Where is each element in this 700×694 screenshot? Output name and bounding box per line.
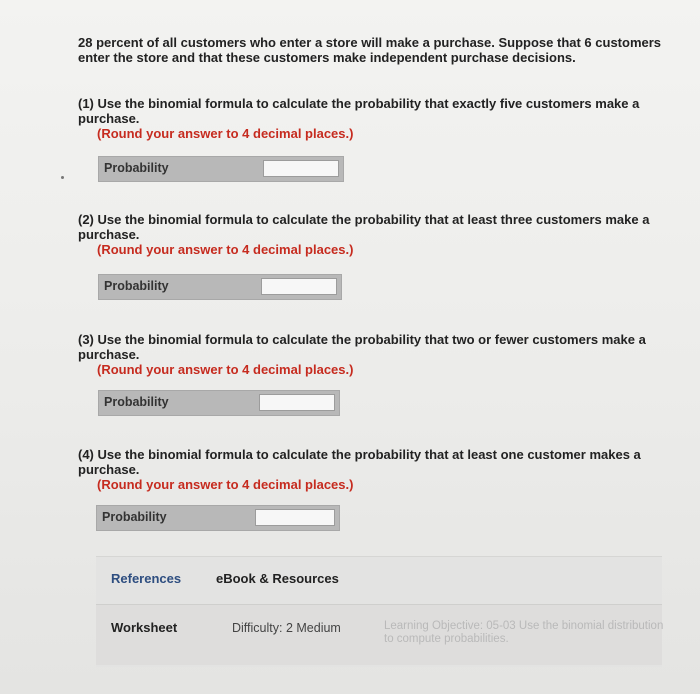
bullet-dot	[61, 176, 64, 179]
question-number: (1)	[78, 96, 94, 111]
probability-label: Probability	[104, 161, 169, 175]
references-tab[interactable]: References	[111, 571, 182, 586]
answer-row-3	[98, 390, 340, 416]
question-number: (2)	[78, 212, 94, 227]
question-1	[78, 96, 678, 141]
rounding-note: (Round your answer to 4 decimal places.)	[97, 362, 354, 377]
rounding-note: (Round your answer to 4 decimal places.)	[97, 126, 354, 141]
learning-objective: Learning Objective: 05-03 Use the binomial distribution to compute probabilities.	[384, 620, 664, 645]
worksheet-label: Worksheet	[111, 620, 178, 635]
question-4	[78, 447, 678, 492]
question-3	[78, 332, 678, 377]
probability-input-4[interactable]	[255, 509, 335, 526]
probability-input-2[interactable]	[261, 278, 337, 295]
question-text: Use the binomial formula to calculate the probability that at least one customer makes a purchase.	[78, 447, 641, 477]
answer-row-1	[98, 156, 344, 182]
answer-row-2	[98, 274, 342, 300]
answer-row-4	[96, 505, 340, 531]
ebook-resources-tab[interactable]: eBook & Resources	[216, 571, 339, 586]
question-2	[78, 212, 678, 257]
question-text: Use the binomial formula to calculate the probability that at least three customers make a purchase.	[78, 212, 650, 242]
probability-input-1[interactable]	[263, 160, 339, 177]
probability-label: Probability	[104, 279, 169, 293]
difficulty-label: Difficulty: 2 Medium	[232, 621, 341, 635]
question-text: Use the binomial formula to calculate the probability that two or fewer customers make a purchase.	[78, 332, 646, 362]
rounding-note: (Round your answer to 4 decimal places.)	[97, 242, 354, 257]
question-text: Use the binomial formula to calculate the probability that exactly five customers make a purchase.	[78, 96, 640, 126]
question-number: (4)	[78, 447, 94, 462]
probability-label: Probability	[104, 395, 169, 409]
problem-intro: 28 percent of all customers who enter a store will make a purchase. Suppose that 6 customers enter the store and that these customers make independent purchase decisions.	[78, 35, 662, 65]
question-number: (3)	[78, 332, 94, 347]
probability-input-3[interactable]	[259, 394, 335, 411]
rounding-note: (Round your answer to 4 decimal places.)	[97, 477, 354, 492]
probability-label: Probability	[102, 510, 167, 524]
